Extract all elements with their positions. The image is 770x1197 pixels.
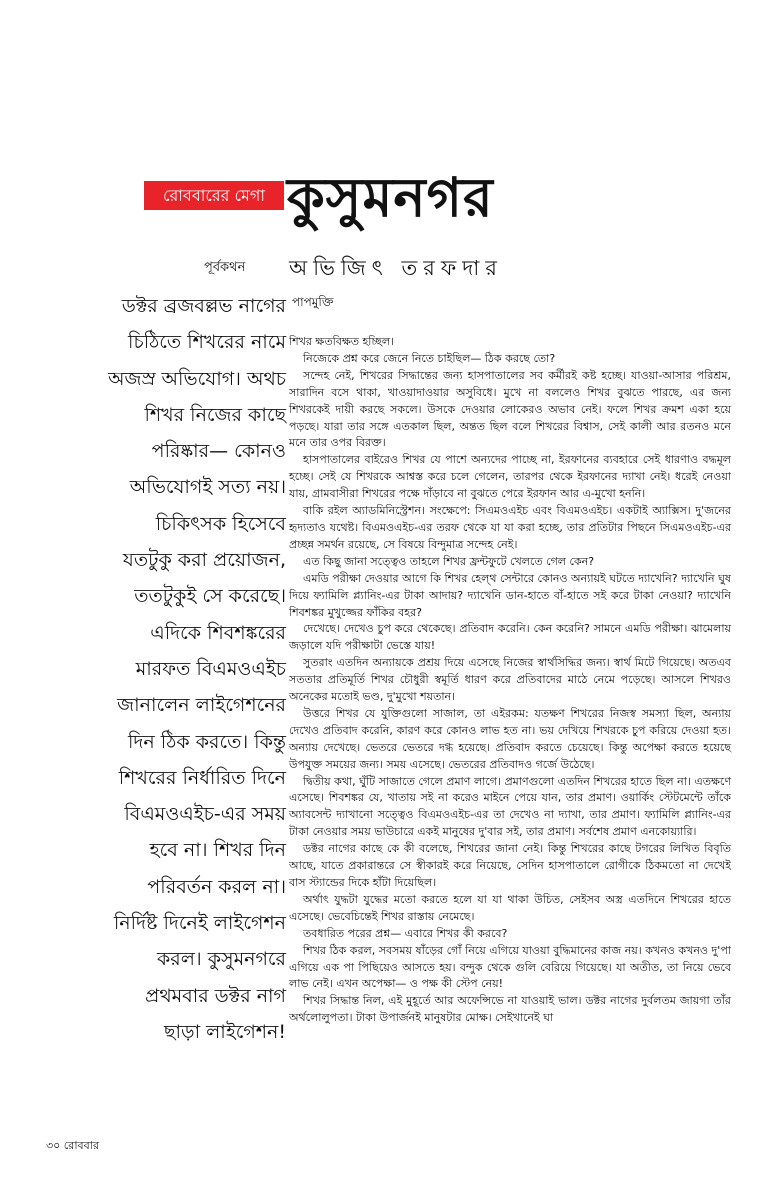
summary-line: মারফত বিএমওএইচ	[135, 657, 286, 680]
summary-line: নির্দিষ্ট দিনেই লাইগেশন	[113, 912, 286, 935]
body-paragraph: নিজেকে প্রশ্ন করে জেনে নিতে চাইছিল— ঠিক করছে তো?	[303, 351, 556, 365]
body-paragraph: সুতরাং এতদিন অন্যায়কে প্রশ্রয় দিয়ে এসেছে নিজের স্বার্থসিদ্ধির জন্য। স্বার্থ মিটে গিয়েছে। অতএব সততার প্রতিমূর্তি শিখর চৌধুরী স্বমূর্তি ধারণ করে প্রতিবাদের মাঠে নেমে পড়েছে। আসলে শিখরও অনেকের মতোই ভণ্ড, দু'মুখো শয়তান।	[289, 656, 731, 704]
summary-line: ডক্টর ব্রজবল্লভ নাগের	[121, 295, 286, 317]
summary-line: দিন ঠিক করতে। কিন্তু	[127, 730, 286, 753]
body-paragraph: এত কিছু জানা সত্ত্বেও তাহলে শিখর ফ্রন্টফুটে খেলতে গেল কেন?	[303, 554, 595, 568]
body-paragraph: শিখর ঠিক করল, সবসময় ষাঁড়ের গোঁ নিয়ে এগিয়ে যাওয়া বুদ্ধিমানের কাজ নয়। কখনও কখনও দু'পা এগিয়ে এক পা পিছিয়েও আসতে হয়। বন্দুক থেকে গুলি বেরিয়ে গিয়েছে। যা অতীত, তা নিয়ে ভেবে লাভ নেই। এখন অপেক্ষা— ও পক্ষ কী স্টেপ নেয়!	[289, 943, 731, 991]
summary-line: বিএমওএইচ-এর সময়	[124, 803, 286, 826]
summary-line: করল। কুসুমনগরে	[156, 948, 286, 971]
summary-line: চিঠিতে শিখরের নামে	[128, 331, 286, 354]
summary-line: পরিষ্কার— কোনও	[151, 440, 286, 463]
summary-line: ছাড়া লাইগেশন!	[164, 1020, 286, 1043]
summary-line: ততটুকুই সে করেছে।	[134, 585, 286, 608]
summary-line: পরিবর্তন করল না।	[147, 875, 286, 898]
body-paragraph: অর্থাৎ যুদ্ধটা যুদ্ধের মতো করতে হলে যা যা থাকা উচিত, সেইসব অস্ত্র এতদিনে শিখরের হাতে এসেছে। ভেবেচিন্তেই শিখর রাস্তায় নেমেছে।	[289, 892, 731, 923]
body-paragraph: দেখেছে। দেখেও চুপ করে থেকেছে। প্রতিবাদ করেনি। কেন করেনি? সামনে এমডি পরীক্ষা। ঝামেলায় জড়ালে যদি পরীক্ষাটা ভেস্তে যায়!	[289, 622, 731, 653]
section-tag: রোববারের মেগা	[144, 181, 284, 210]
body-paragraph: উত্তরে শিখর যে যুক্তিগুলো সাজাল, তা এইরকম: যতক্ষণ শিখরের নিজস্ব সমস্যা ছিল, অন্যায় দেখেও প্রতিবাদ করেনি, কারণ করে কোনও লাভ হত না। ভয় দেখিয়ে শিখরকে চুপ করিয়ে দেওয়া হত। অন্যায় দেখেছে। ভেতরে ভেতরে দগ্ধ হয়েছে। প্রতিবাদ করতে চেয়েছে। কিন্তু অপেক্ষা করতে হয়েছে উপযুক্ত সময়ের জন্য। সময় এসেছে। ভেতরের প্রতিবাদও গর্জে উঠেছে।	[289, 706, 731, 771]
body-paragraph: শিখর ক্ষতবিক্ষত হচ্ছিল।	[289, 335, 394, 348]
body-paragraph: শিখর সিদ্ধান্ত নিল, এই মুহূর্তে আর অফেন্সিভে না যাওয়াই ভাল। ডক্টর নাগের দুর্বলতম জায়গা তাঁর অর্থলোলুপতা। টাকা উপার্জনই মানুষটার মোক্ষ। সেইখানেই ঘা	[289, 994, 731, 1025]
summary-line: প্রথমবার ডক্টর নাগ	[145, 984, 286, 1007]
body-paragraph: এমডি পরীক্ষা দেওয়ার আগে কি শিখর হেল্থ সেন্টারে কোনও অন্যায়ই ঘটতে দ্যাখেনি? দ্যাখেনি ঘুষ দিয়ে ফ্যামিলি প্ল্যানিং-এর টাকা আদায়? দ্যাখেনি ডান-হাতে বাঁ-হাতে সই করে টাকা নেওয়া? দ্যাখেনি শিবশঙ্কর মুখুজ্জের ফাঁকির বহর?	[289, 571, 731, 619]
body-paragraph: ডক্টর নাগের কাছে কে কী বলেছে, শিখরের জানা নেই। কিন্তু শিখরের কাছে টগরের লিখিত বিবৃতি আছে, যাতে প্রকারান্তরে সে স্বীকারই করে নিয়েছে, সেদিন হাসপাতালে রোগীকে ঠিকমতো না দেখেই বাস স্ট্যান্ডের দিকে হাঁটা দিয়েছিল।	[289, 842, 731, 889]
body-paragraph: দ্বিতীয় কথা, ঘুঁটি সাজাতে গেলে প্রমাণ লাগে। প্রমাণগুলো এতদিন শিখরের হাতে ছিল না। এতক্ষণে এসেছে। শিবশঙ্কর যে, খাতায় সই না করেও মাইনে পেয়ে যান, তার প্রমাণ। ওয়ার্কিং স্টেটমেন্টে তাঁকে অ্যাবসেন্ট দ্যাখানো সত্ত্বেও বিএমওএইচ-এর তা দেখেও না দ্যাখা, তার প্রমাণ। ফ্যামিলি প্ল্যানিং-এর টাকা নেওয়ার সময় ভাউচারে একই মানুষের দু'বার সই, তার প্রমাণ। সর্বশেষ প্রমাণ এনকোয়্যারি।	[289, 774, 731, 839]
story-title: কুসুমনগর	[287, 166, 494, 229]
summary-line: চিকিৎসক হিসেবে	[155, 512, 286, 535]
chapter-subhead: পাপমুক্তি	[292, 295, 334, 309]
summary-line: শিখরের নির্ধারিত দিনে	[118, 766, 286, 789]
body-paragraph: সন্দেহ নেই, শিখরের সিদ্ধান্তের জন্য হাসপাতালের সব কর্মীরই কষ্ট হচ্ছে। যাওয়া-আসার পরিশ্রম, সারাদিন বসে থাকা, খাওয়াদাওয়ার অসুবিধে। মুখে না বললেও শিখর বুঝতে পারছে, এর জন্য শিখরকেই দায়ী করছে সকলে। উসকে দেওয়ার লোকেরও অভাব নেই। ফলে শিখর ক্রমশ একা হয়ে পড়ছে। যারা তার সঙ্গে এতকাল ছিল, অন্তত ছিল বলে শিখরের বিশ্বাস, সেই কালী আর রতনও মনে মনে তার ওপর বিরক্ত।	[289, 368, 731, 450]
summary-line: যতটুকু করা প্রয়োজন,	[122, 549, 286, 572]
story-body	[289, 334, 731, 1027]
summary-line: এদিকে শিবশঙ্করের	[150, 621, 286, 644]
body-paragraph: তবধারিত পরের প্রশ্ন— এবারে শিখর কী করবে?	[303, 926, 508, 940]
author-name: অভিজিৎ তরফদার	[289, 256, 503, 280]
body-paragraph: বাকি রইল অ্যাডমিনিস্ট্রেশন। সংক্ষেপে: সিএমওএইচ এবং বিএমওএইচ। একটাই অ্যাক্সিস। দু'জনের হৃদ্যতাও যথেষ্ট। বিএমওএইচ-এর তরফ থেকে যা যা করা হচ্ছে, তার প্রতিটার পিছনে সিএমওএইচ-এর প্রচ্ছন্ন সমর্থন রয়েছে, সে বিষয়ে বিন্দুমাত্র সন্দেহ নেই।	[289, 504, 731, 551]
summary-line: হবে না। শিখর দিন	[149, 839, 286, 862]
summary-line: শিখর নিজের কাছে	[144, 403, 286, 426]
previously-summary	[50, 288, 286, 1050]
page-folio: ৩০ রোববার	[46, 1139, 99, 1152]
summary-line: জানালেন লাইগেশনের	[117, 694, 286, 717]
summary-line: অভিযোগই সত্য নয়।	[129, 476, 286, 499]
summary-line: অজস্র অভিযোগ। অথচ	[107, 367, 286, 390]
previously-label: পূর্বকথন	[204, 260, 246, 275]
body-paragraph: হাসপাতালের বাইরেও শিখর যে পাশে অন্যদের পাচ্ছে না, ইরফানের ব্যবহারে সেই ধারণাও বদ্ধমূল হচ্ছে। সেই যে শিখরকে আশ্বস্ত করে চলে গেলেন, তারপর থেকে ইরফানের দ্যাখা নেই। ধরেই নেওয়া যায়, গ্রামবাসীরা শিখরের পক্ষে দাঁড়াবে না বুঝতে পেরে ইরফান আর এ-মুখো হননি।	[289, 453, 731, 501]
